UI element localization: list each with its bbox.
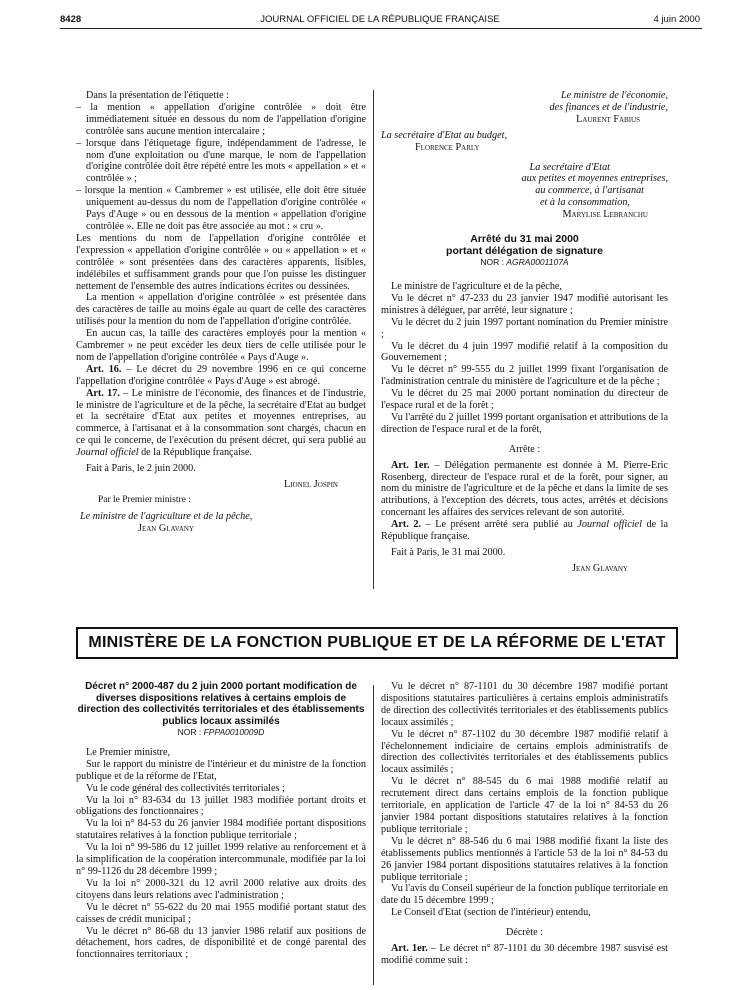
paragraph: Dans la présentation de l'étiquette : <box>86 90 229 101</box>
by-prime-minister: Par le Premier ministre : <box>98 494 191 505</box>
visa: Vu la loi n° 83-634 du 13 juillet 1983 modifiée portant droits et obligations des fonctionnaires ; <box>76 794 366 818</box>
visa: Vu le décret n° 99-555 du 2 juillet 1999 fixant l'organisation de l'administration centrale du ministère de l'agriculture et de la pêche ; <box>381 364 668 388</box>
issue-date: 4 juin 2000 <box>653 14 700 25</box>
column-divider <box>373 90 374 589</box>
article-text: – Le décret n° 87-1101 du 30 décembre 1987 susvisé est modifié comme suit : <box>381 943 668 966</box>
article-text: – Le ministre de l'économie, des finances et de l'industrie, le ministre de l'agriculture et de la pêche, la secrétaire d'Etat au budget et la secrétaire d'Etat aux petites et moyennes entreprises, au commerce, à l'artisanat et à la consommation sont chargés, chacun en ce qui le concerne, de l'exécution du présent décret, qui sera publié au <box>76 387 366 447</box>
minister-title: La secrétaire d'Etat <box>529 161 610 173</box>
right-column-top <box>381 90 668 575</box>
minister-title: des finances et de l'industrie, <box>549 101 668 113</box>
article-label: Art. 2. <box>391 519 422 531</box>
journal-ref: Journal officiel <box>577 519 642 531</box>
minister-title: La secrétaire d'Etat au budget, <box>381 129 508 141</box>
paragraph: Le ministre de l'agriculture et de la pêche, <box>391 280 562 292</box>
signatory-name: Marylise Lebranchu <box>562 209 648 221</box>
dash-item: – la mention « appellation d'origine contrôlée » doit être immédiatement située en dessous du nom de l'appellation d'origine contrôlée sans aucune mention intercalaire ; <box>76 101 366 137</box>
visa: Vu le code général des collectivités territoriales ; <box>86 782 285 794</box>
minister-title: et à la consommation, <box>540 197 630 209</box>
visa: Vu le décret n° 86-68 du 13 janvier 1986 relatif aux positions de détachement, hors cadres, de disponibilité et de congé parental des fonctionnaires territoriaux ; <box>76 925 366 961</box>
article-1 <box>381 943 668 967</box>
article-1 <box>381 460 668 520</box>
article-text-end: de la République française. <box>138 447 252 459</box>
arrete-label: Arrête : <box>508 443 541 455</box>
visa: Vu le décret du 2 juin 1997 portant nomination du Premier ministre ; <box>381 316 668 340</box>
ministry-banner: MINISTÈRE DE LA FONCTION PUBLIQUE ET DE LA RÉFORME DE L'ETAT <box>76 627 678 659</box>
paragraph: En aucun cas, la taille des caractères employés pour la mention « Cambremer » ne peut excéder les deux tiers de celle utilisée pour le nom de l'appellation d'origine contrôlée « Pays d'Auge ». <box>76 328 366 363</box>
left-column-top <box>76 90 366 535</box>
signatory-name: Laurent Fabius <box>576 113 640 125</box>
visa: Vu le décret n° 87-1102 du 30 décembre 1987 modifié relatif à l'échelonnement indiciaire de certains emplois administratifs de direction des collectivités territoriales et des établissements publics locaux assimilés ; <box>381 728 668 776</box>
visa: Vu l'arrêté du 2 juillet 1999 portant organisation et attributions de la direction de l'espace rural et de la forêt, <box>381 411 668 435</box>
visa: Vu le décret n° 88-546 du 6 mai 1988 modifié fixant la liste des établissements publics mentionnés à l'article 53 de la loi n° 84-53 du 26 janvier 1984 portant dispositions statutaires relatives à la fonction publique territoriale ; <box>381 835 668 883</box>
article-text: – Le présent arrêté sera publié au <box>421 519 578 531</box>
visa: Vu le décret n° 87-1101 du 30 décembre 1987 modifié portant dispositions statutaires particulières à certains emplois administratifs de direction des collectivités territoriales et des établissements publics locaux assimilés ; <box>381 681 668 728</box>
dash-item: – lorsque dans l'étiquetage figure, indépendamment de l'adresse, le nom d'une exploitation ou d'une marque, le nom de l'appellation d'origine contrôlée doit être répété entre les mots « appellation » et « contrôlée » ; <box>76 137 366 185</box>
right-column-bottom <box>381 681 668 967</box>
minister-title: aux petites et moyennes entreprises, <box>521 173 668 185</box>
left-column-bottom <box>76 681 366 961</box>
dash-item: – lorsque la mention « Cambremer » est utilisée, elle doit être située uniquement au-dessus du nom de l'appellation d'origine contrôlée « Pays d'Auge » ou en dessous de la mention « appellation d'origine contrôlée ». Elle ne doit pas être associée au mot : « cru ». <box>76 185 366 232</box>
signatory-name: Jean Glavany <box>571 562 628 574</box>
minister-title: Le ministre de l'économie, <box>560 90 668 101</box>
paragraph: Les mentions du nom de l'appellation d'origine contrôlée et l'expression « appellation d'origine contrôlée » ou « appellation » et « contrôlée » sont présentées dans des caractères apparents, lisibles, indélébiles et suffisamment grands pour que l'on puisse les distinguer nettement de l'ensemble des autres indications écrites ou dessinées. <box>76 232 366 292</box>
visa: Vu la loi n° 84-53 du 26 janvier 1984 modifiée portant dispositions statutaires relatives à la fonction publique territoriale ; <box>76 818 366 842</box>
article-label: Art. 1er. <box>391 459 430 471</box>
arrete-title: Arrêté du 31 mai 2000 <box>470 233 579 246</box>
nor-value: FPPA0010009D <box>203 727 265 737</box>
journal-ref: Journal officiel <box>76 447 139 459</box>
minister-title: au commerce, à l'artisanat <box>535 185 644 197</box>
article-text: – Le décret du 29 novembre 1996 en ce qui concerne l'appellation d'origine contrôlée « Pays d'Auge » est abrogé. <box>76 363 366 387</box>
visa: Vu le décret du 4 juin 1997 modifié relatif à la composition du Gouvernement ; <box>381 340 668 364</box>
arrete-subtitle: portant délégation de signature <box>446 245 603 258</box>
visa: Vu l'avis du Conseil supérieur de la fonction publique territoriale en date du 15 décembre 1999 ; <box>381 883 668 907</box>
nor-label: NOR : <box>177 727 204 737</box>
signature-place-date: Fait à Paris, le 31 mai 2000. <box>391 547 506 558</box>
article-label: Art. 16. <box>86 363 122 375</box>
page-number: 8428 <box>60 14 82 25</box>
article-2 <box>381 519 668 543</box>
visa: Vu le décret n° 88-545 du 6 mai 1988 modifié relatif au recrutement direct dans certains emplois de la fonction publique territoriale, en application de l'article 47 de la loi n° 84-53 du 26 janvier 1984 portant dispositions statutaires relatives à la fonction publique territoriale ; <box>381 776 668 835</box>
article-text-end: de la République française. <box>381 519 668 543</box>
column-divider <box>373 685 374 985</box>
article-17 <box>76 388 366 459</box>
visa: Vu la loi n° 99-586 du 12 juillet 1999 relative au renforcement et à la simplification de la coopération intercommunale, modifiée par la loi n° 99-1126 du 28 décembre 1999 ; <box>76 842 366 877</box>
visa: Vu la loi n° 2000-321 du 12 avril 2000 relative aux droits des citoyens dans leurs relations avec l'administration ; <box>76 877 366 901</box>
paragraph: Le Conseil d'Etat (section de l'intérieur) entendu, <box>391 907 591 919</box>
decree-title: Décret n° 2000-487 du 2 juin 2000 portant modification de diverses dispositions relatives à certains emplois de direction des collectivités territoriales et des établissements publics locaux assimilés <box>77 681 365 727</box>
article-text: – Délégation permanente est donnée à M. Pierre-Eric Rosenberg, directeur de l'espace rural et de la forêt, pour signer, au nom du ministre de l'agriculture et de la pêche et dans la limite de ses attributions, à l'exception des décrets, tous actes, arrêtés et décisions concernant les affaires des services relevant de son autorité. <box>381 459 668 519</box>
decrete-label: Décrète : <box>505 927 544 939</box>
header-rule <box>60 28 702 29</box>
nor-label: NOR : <box>480 257 507 268</box>
signatory-name: Florence Parly <box>415 141 480 153</box>
signatory-name: Jean Glavany <box>138 522 195 534</box>
minister-title: Le ministre de l'agriculture et de la pêche, <box>80 510 253 522</box>
nor-value: AGRA0001107A <box>506 257 569 268</box>
visa: Vu le décret n° 47-233 du 23 janvier 1947 modifié autorisant les ministres à déléguer, par arrêté, leur signature ; <box>381 292 668 316</box>
paragraph: Le Premier ministre, <box>86 746 171 758</box>
article-16 <box>76 364 366 388</box>
visa: Vu le décret n° 55-622 du 20 mai 1955 modifié portant statut des caisses de crédit municipal ; <box>76 901 366 925</box>
article-label: Art. 17. <box>86 387 120 399</box>
signatory-name: Lionel Jospin <box>284 479 338 490</box>
signature-place-date: Fait à Paris, le 2 juin 2000. <box>86 463 196 475</box>
visa: Sur le rapport du ministre de l'intérieur et du ministre de la fonction publique et de la réforme de l'Etat, <box>76 758 366 782</box>
article-label: Art. 1er. <box>391 943 428 955</box>
nor-reference <box>381 257 668 269</box>
journal-title: JOURNAL OFFICIEL DE LA RÉPUBLIQUE FRANÇAISE <box>260 14 500 25</box>
nor-reference <box>76 727 366 739</box>
paragraph: La mention « appellation d'origine contrôlée » est présentée dans des caractères de taille au moins égale au quart de celle des caractères utilisés pour la mention du nom de l'appellation d'origine contrôlée. <box>76 292 366 328</box>
visa: Vu le décret du 25 mai 2000 portant nomination du directeur de l'espace rural et de la forêt ; <box>381 388 668 412</box>
